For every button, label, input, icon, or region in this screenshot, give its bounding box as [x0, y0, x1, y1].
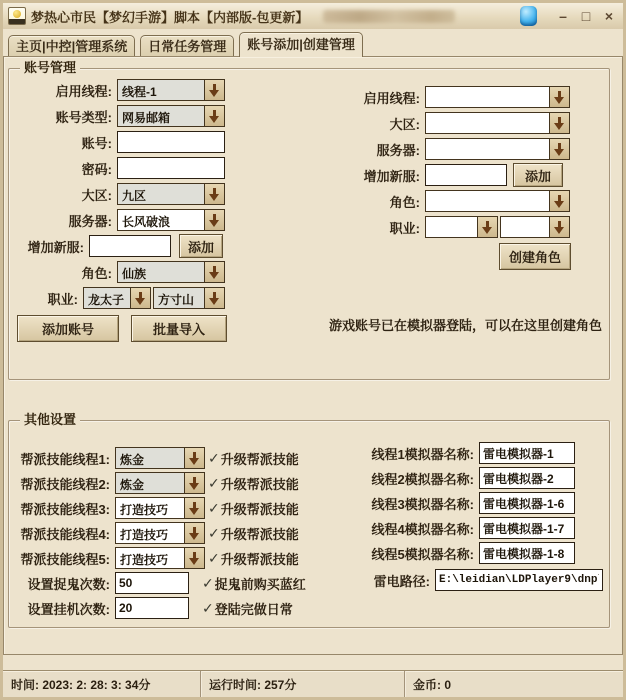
new-server-row — [11, 235, 311, 257]
other-settings-group — [8, 412, 610, 628]
region-row-right — [319, 112, 609, 134]
chevron-down-icon — [189, 527, 200, 540]
skill-upgrade-checkbox-1[interactable] — [208, 449, 299, 468]
ld-path-input[interactable] — [435, 569, 603, 591]
skill-row-2 — [11, 472, 306, 494]
account-left-column — [11, 79, 311, 342]
chevron-down-icon — [209, 84, 220, 97]
chevron-down-icon — [209, 110, 220, 123]
ghost-count-row — [11, 572, 306, 594]
chevron-down-icon — [189, 502, 200, 515]
class-select-1[interactable] — [83, 287, 151, 309]
title-bar[interactable] — [3, 3, 623, 29]
chevron-down-icon — [209, 292, 220, 305]
thread-select[interactable] — [117, 79, 225, 101]
chevron-down-icon — [189, 552, 200, 565]
status-bar — [3, 670, 623, 697]
role-row — [11, 261, 311, 283]
tab-account-create[interactable]: 账号添加|创建管理 — [239, 32, 363, 57]
role-dropdown-button[interactable] — [204, 262, 224, 282]
role-select[interactable] — [117, 261, 225, 283]
class-row — [11, 287, 311, 309]
censored-region — [323, 10, 455, 23]
tab-home-control[interactable]: 主页|中控|管理系统 — [8, 35, 135, 57]
thread-dropdown-button[interactable] — [204, 80, 224, 100]
skill-select-4[interactable] — [115, 522, 205, 544]
region-label: 大区: — [81, 187, 112, 203]
check-icon: ✓ — [202, 574, 214, 591]
emulator-row-5 — [361, 542, 607, 564]
skill-check-label-3: 升级帮派技能 — [220, 501, 299, 517]
create-role-button[interactable]: 创建角色 — [499, 243, 571, 270]
account-buttons-row — [17, 315, 311, 342]
chevron-down-icon — [554, 117, 565, 130]
server-row — [11, 209, 311, 231]
role-dropdown-button-right[interactable] — [549, 191, 569, 211]
tab-content-panel — [3, 56, 623, 655]
ld-path-row — [361, 569, 607, 591]
chevron-down-icon — [554, 195, 565, 208]
status-runtime: 运行时间: 257分 — [201, 671, 405, 697]
server-value: 长风破浪 — [118, 210, 204, 230]
chevron-down-icon — [135, 292, 146, 305]
skill-upgrade-checkbox-4[interactable] — [208, 524, 299, 543]
account-type-select[interactable] — [117, 105, 225, 127]
skill-row-5 — [11, 547, 306, 569]
skill-select-5[interactable] — [115, 547, 205, 569]
emulator-name-input-4[interactable] — [479, 517, 575, 539]
skill-value-2: 炼金 — [116, 473, 184, 493]
account-type-value: 网易邮箱 — [118, 106, 204, 126]
hang-count-input[interactable] — [115, 597, 189, 619]
window-title: 梦热心市民【梦幻手游】脚本【内部版-包更新】 — [31, 9, 309, 25]
thread-row — [11, 79, 311, 101]
skill-row-4 — [11, 522, 306, 544]
hang-count-row — [11, 597, 306, 619]
skill-upgrade-checkbox-2[interactable] — [208, 474, 299, 493]
chevron-down-icon — [189, 477, 200, 490]
check-icon: ✓ — [208, 524, 220, 541]
class-dropdown-button-2-right[interactable] — [549, 217, 569, 237]
batch-import-button[interactable]: 批量导入 — [131, 315, 227, 342]
class-row-right — [319, 216, 609, 238]
new-server-input[interactable] — [89, 235, 171, 257]
skill-upgrade-checkbox-3[interactable] — [208, 499, 299, 518]
account-management-group — [8, 60, 610, 380]
thread-row-right — [319, 86, 609, 108]
account-input[interactable] — [117, 131, 225, 153]
class-dropdown-button-1-right[interactable] — [477, 217, 497, 237]
class-label: 职业: — [47, 291, 78, 307]
region-label-right: 大区: — [389, 116, 420, 132]
server-label: 服务器: — [68, 213, 112, 229]
class-select-2[interactable] — [153, 287, 225, 309]
skill-dropdown-button-4[interactable] — [184, 523, 204, 543]
account-type-label: 账号类型: — [55, 109, 112, 125]
guild-skill-column — [11, 447, 306, 622]
server-dropdown-button-right[interactable] — [549, 139, 569, 159]
account-type-dropdown-button[interactable] — [204, 106, 224, 126]
skill-label-3: 帮派技能线程3: — [20, 501, 110, 517]
account-type-row — [11, 105, 311, 127]
emulator-label-1: 线程1模拟器名称: — [371, 446, 474, 462]
server-row-right — [319, 138, 609, 160]
skill-value-3: 打造技巧 — [116, 498, 184, 518]
class-value-2-right — [501, 217, 549, 237]
emulator-name-input-1[interactable] — [479, 442, 575, 464]
role-label: 角色: — [81, 265, 112, 281]
create-role-hint: 游戏账号已在模拟器登陆，可以在这里创建角色 — [329, 318, 603, 333]
password-label: 密码: — [81, 161, 112, 177]
check-icon: ✓ — [208, 449, 220, 466]
tab-bar — [6, 32, 620, 57]
role-row-right — [319, 190, 609, 212]
skill-check-label-1: 升级帮派技能 — [220, 451, 299, 467]
emulator-row-4 — [361, 517, 607, 539]
emulator-name-input-3[interactable] — [479, 492, 575, 514]
skill-row-1 — [11, 447, 306, 469]
region-dropdown-button[interactable] — [204, 184, 224, 204]
class-label-right: 职业: — [389, 220, 420, 236]
role-label-right: 角色: — [389, 194, 420, 210]
daily-after-login-label: 登陆完做日常 — [214, 601, 293, 617]
password-input[interactable] — [117, 157, 225, 179]
new-server-input-right[interactable] — [425, 164, 507, 186]
chevron-down-icon — [209, 188, 220, 201]
chevron-down-icon — [209, 214, 220, 227]
emulator-label-5: 线程5模拟器名称: — [371, 546, 474, 562]
check-icon: ✓ — [208, 474, 220, 491]
minimize-button[interactable]: – — [559, 8, 567, 24]
server-select[interactable] — [117, 209, 225, 231]
skill-dropdown-button-5[interactable] — [184, 548, 204, 568]
region-value: 九区 — [118, 184, 204, 204]
skill-row-3 — [11, 497, 306, 519]
skill-check-label-2: 升级帮派技能 — [220, 476, 299, 492]
ld-path-label: 雷电路径: — [373, 573, 430, 589]
class-dropdown-button-1[interactable] — [130, 288, 150, 308]
emulator-row-2 — [361, 467, 607, 489]
server-dropdown-button[interactable] — [204, 210, 224, 230]
password-row — [11, 157, 311, 179]
daily-after-login-checkbox[interactable] — [202, 599, 293, 618]
buy-potion-label: 捉鬼前购买蓝红 — [214, 576, 306, 592]
add-server-button[interactable]: 添加 — [179, 234, 223, 258]
emulator-label-2: 线程2模拟器名称: — [371, 471, 474, 487]
class-value-1-right — [426, 217, 477, 237]
skill-select-2[interactable] — [115, 472, 205, 494]
skill-label-1: 帮派技能线程1: — [20, 451, 110, 467]
server-label-right: 服务器: — [376, 142, 420, 158]
skill-dropdown-button-3[interactable] — [184, 498, 204, 518]
thread-label-right: 启用线程: — [363, 90, 420, 106]
add-account-button[interactable]: 添加账号 — [17, 315, 119, 342]
account-row — [11, 131, 311, 153]
role-value: 仙族 — [118, 262, 204, 282]
server-select-right[interactable] — [425, 138, 570, 160]
skill-select-1[interactable] — [115, 447, 205, 469]
region-dropdown-button-right[interactable] — [549, 113, 569, 133]
skill-value-5: 打造技巧 — [116, 548, 184, 568]
tab-daily-tasks[interactable]: 日常任务管理 — [140, 35, 234, 57]
check-icon: ✓ — [202, 599, 214, 616]
chevron-down-icon — [189, 452, 200, 465]
class-value-2: 方寸山 — [154, 288, 204, 308]
skill-check-label-4: 升级帮派技能 — [220, 526, 299, 542]
thread-label: 启用线程: — [55, 83, 112, 99]
ghost-count-label: 设置捉鬼次数: — [27, 576, 110, 592]
buy-potion-checkbox[interactable] — [202, 574, 306, 593]
emulator-name-input-2[interactable] — [479, 467, 575, 489]
skill-upgrade-checkbox-5[interactable] — [208, 549, 299, 568]
emulator-name-input-5[interactable] — [479, 542, 575, 564]
skill-select-3[interactable] — [115, 497, 205, 519]
region-select[interactable] — [117, 183, 225, 205]
thread-value-right — [426, 87, 549, 107]
role-value-right — [426, 191, 549, 211]
other-group-title: 其他设置 — [20, 412, 80, 428]
account-label: 账号: — [81, 135, 112, 151]
region-value-right — [426, 113, 549, 133]
skill-label-4: 帮派技能线程4: — [20, 526, 110, 542]
skill-dropdown-button-2[interactable] — [184, 473, 204, 493]
add-server-button-right[interactable]: 添加 — [513, 163, 563, 187]
region-row — [11, 183, 311, 205]
emulator-label-3: 线程3模拟器名称: — [371, 496, 474, 512]
app-icon — [8, 7, 26, 25]
qq-status-icon[interactable] — [520, 6, 537, 26]
hang-count-label: 设置挂机次数: — [27, 601, 110, 617]
new-server-row-right — [319, 164, 609, 186]
region-select-right[interactable] — [425, 112, 570, 134]
thread-dropdown-button-right[interactable] — [549, 87, 569, 107]
emulator-row-1 — [361, 442, 607, 464]
status-gold: 金币: 0 — [413, 677, 452, 692]
chevron-down-icon — [554, 221, 565, 234]
new-server-label: 增加新服: — [27, 239, 84, 255]
skill-dropdown-button-1[interactable] — [184, 448, 204, 468]
server-value-right — [426, 139, 549, 159]
thread-select-right[interactable] — [425, 86, 570, 108]
skill-check-label-5: 升级帮派技能 — [220, 551, 299, 567]
check-icon: ✓ — [208, 549, 220, 566]
emulator-row-3 — [361, 492, 607, 514]
class-select-2-right[interactable] — [500, 216, 570, 238]
class-dropdown-button-2[interactable] — [204, 288, 224, 308]
check-icon: ✓ — [208, 499, 220, 516]
chevron-down-icon — [554, 143, 565, 156]
skill-label-2: 帮派技能线程2: — [20, 476, 110, 492]
create-role-column — [319, 86, 609, 242]
emulator-label-4: 线程4模拟器名称: — [371, 521, 474, 537]
class-select-1-right[interactable] — [425, 216, 498, 238]
skill-value-4: 打造技巧 — [116, 523, 184, 543]
skill-label-5: 帮派技能线程5: — [20, 551, 110, 567]
close-button[interactable]: × — [604, 8, 614, 24]
role-select-right[interactable] — [425, 190, 570, 212]
chevron-down-icon — [482, 221, 493, 234]
chevron-down-icon — [554, 91, 565, 104]
thread-select-value: 线程-1 — [118, 80, 204, 100]
account-group-title: 账号管理 — [20, 60, 80, 76]
status-time: 时间: 2023: 2: 28: 3: 34分 — [3, 671, 201, 697]
emulator-column — [361, 442, 607, 594]
new-server-label-right: 增加新服: — [363, 168, 420, 184]
skill-value-1: 炼金 — [116, 448, 184, 468]
ghost-count-input[interactable] — [115, 572, 189, 594]
class-value-1: 龙太子 — [84, 288, 130, 308]
chevron-down-icon — [209, 266, 220, 279]
maximize-button[interactable]: □ — [581, 8, 591, 24]
